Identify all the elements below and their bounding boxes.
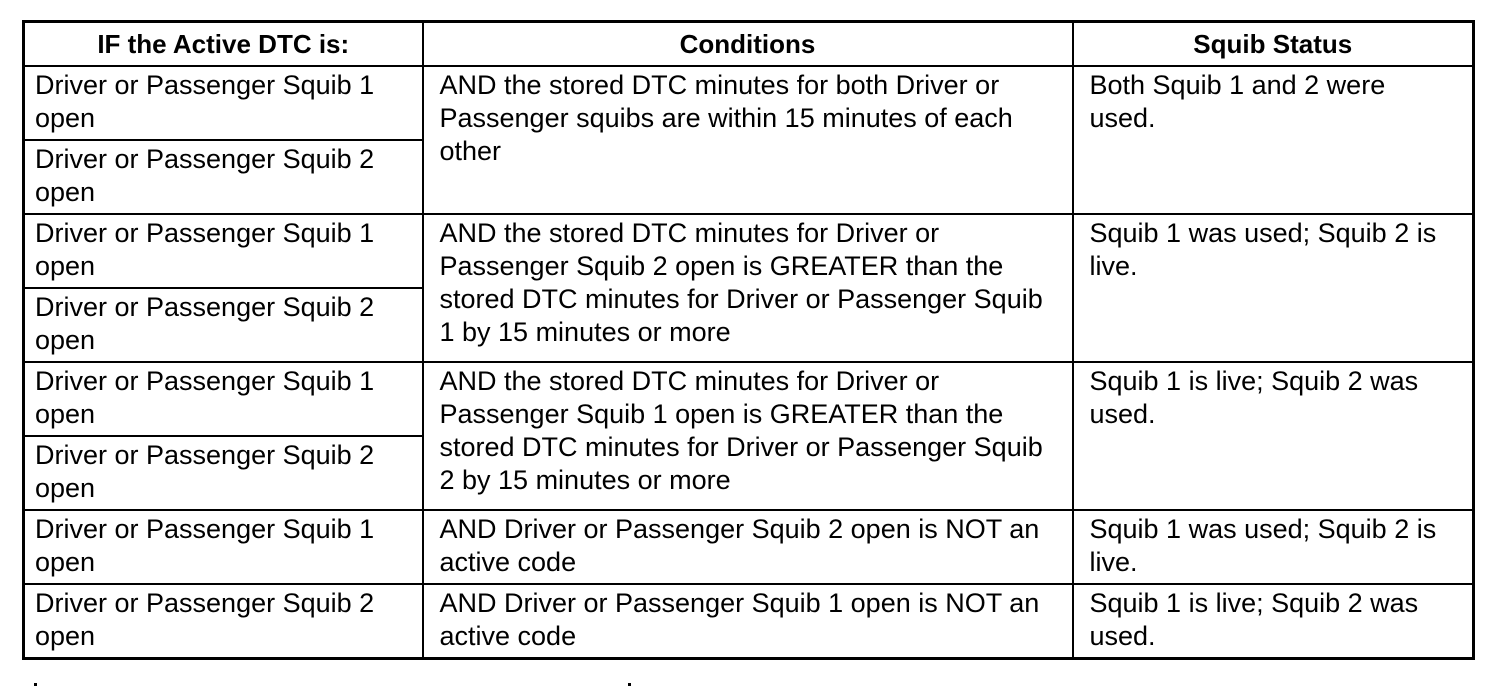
header-conditions: Conditions [423, 22, 1073, 67]
dtc-cell: Driver or Passenger Squib 1 open [24, 66, 423, 140]
header-row [24, 22, 1474, 67]
conditions-cell: AND the stored DTC minutes for Driver or Passenger Squib 1 open is GREATER than the stored DTC minutes for Driver or Passenger Squib 2 by 15 minutes or more [423, 362, 1073, 510]
dtc-cell: Driver or Passenger Squib 2 open [24, 584, 423, 659]
table-row [24, 584, 1474, 659]
dtc-cell: Driver or Passenger Squib 1 open [24, 214, 423, 288]
squib-status-cell: Squib 1 is live; Squib 2 was used. [1073, 584, 1474, 659]
table-row [24, 510, 1474, 584]
table-row [24, 66, 1474, 140]
dtc-cell: Driver or Passenger Squib 1 open [24, 510, 423, 584]
conditions-cell: AND the stored DTC minutes for Driver or Passenger Squib 2 open is GREATER than the stored DTC minutes for Driver or Passenger Squib 1 by 15 minutes or more [423, 214, 1073, 362]
squib-status-cell: Squib 1 is live; Squib 2 was used. [1073, 362, 1474, 510]
table-row [24, 362, 1474, 436]
squib-status-cell: Squib 1 was used; Squib 2 is live. [1073, 214, 1474, 362]
dtc-cell: Driver or Passenger Squib 2 open [24, 436, 423, 510]
squib-status-cell: Both Squib 1 and 2 were used. [1073, 66, 1474, 214]
header-squib-status: Squib Status [1073, 22, 1474, 67]
conditions-cell: AND the stored DTC minutes for both Driver or Passenger squibs are within 15 minutes of each other [423, 66, 1073, 214]
squib-status-cell: Squib 1 was used; Squib 2 is live. [1073, 510, 1474, 584]
conditions-cell: AND Driver or Passenger Squib 1 open is NOT an active code [423, 584, 1073, 659]
squib-status-table [22, 20, 1475, 660]
dtc-cell: Driver or Passenger Squib 2 open [24, 140, 423, 214]
scan-mark [34, 683, 37, 686]
header-active-dtc: IF the Active DTC is: [24, 22, 423, 67]
dtc-cell: Driver or Passenger Squib 1 open [24, 362, 423, 436]
conditions-cell: AND Driver or Passenger Squib 2 open is NOT an active code [423, 510, 1073, 584]
table-row [24, 214, 1474, 288]
scan-mark [628, 683, 631, 686]
dtc-cell: Driver or Passenger Squib 2 open [24, 288, 423, 362]
